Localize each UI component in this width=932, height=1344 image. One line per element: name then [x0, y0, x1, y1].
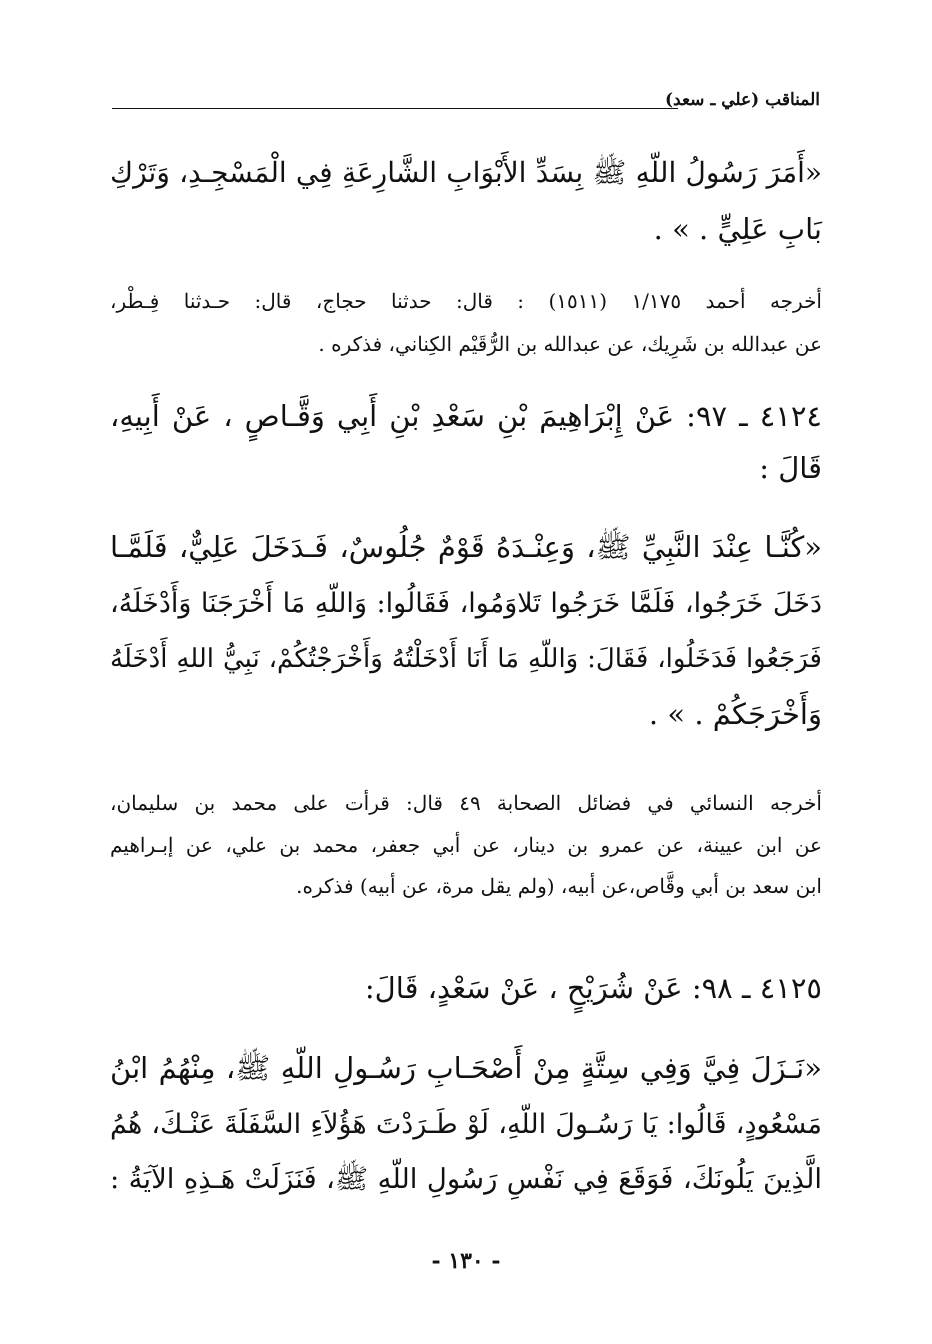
hadith-line: الَّذِينَ يَلُونَكَ، فَوَقَعَ فِي نَفْسِ رَسُولِ اللّهِ ﷺ، فَنَزَلَتْ هَـذِهِ الآيَةُ : [110, 1163, 822, 1195]
running-header-title: المناقب (علي ـ سعد) [665, 90, 820, 110]
takhrij-line: عن عبدالله بن شَرِيك، عن عبدالله بن الرُّقَيْم الكِناني، فذكره . [318, 332, 822, 356]
takhrij-line: عن ابن عيينة، عن عمرو بن دينار، عن أبي جعفر، محمد بن علي، عن إبـراهيم [110, 833, 822, 857]
hadith-line: «أَمَرَ رَسُولُ اللّهِ ﷺ بِسَدِّ الأَبْوَابِ الشَّارِعَةِ فِي الْمَسْجِـدِ، وَتَرْكِ [110, 156, 822, 189]
takhrij-line: أخرجه أحمد ١/١٧٥ (١٥١١) : قال: حدثنا حجاج، قال: حـدثنا فِـطْر، [110, 289, 822, 313]
running-header [112, 88, 820, 122]
hadith-line: وَأَخْرَجَكُمْ . » . [648, 697, 822, 731]
hadith-line: بَابِ عَلِيٍّ . » . [653, 212, 822, 246]
isnad-line: ٤١٢٤ ـ ٩٧: عَنْ إِبْرَاهِيمَ بْنِ سَعْدِ بْنِ أَبِي وَقَّـاصٍ ، عَنْ أَبِيهِ، [110, 399, 822, 433]
header-rule [112, 108, 678, 109]
takhrij-line: ابن سعد بن أبي وقَّاص،عن أبيه، (ولم يقل مرة، عن أبيه) فذكره. [296, 874, 822, 898]
hadith-line: «نَـزَلَ فِيَّ وَفِي سِتَّةٍ مِنْ أَصْحَـابِ رَسُـولِ اللّهِ ﷺ، مِنْهُمُ ابْنُ [110, 1051, 822, 1085]
hadith-line: «كُنَّـا عِنْدَ النَّبِيِّ ﷺ، وَعِنْـدَهُ قَوْمٌ جُلُوسٌ، فَـدَخَلَ عَلِيٌّ، فَلَمَّـا [110, 530, 822, 564]
page-number: - ١٣٠ - [431, 1248, 501, 1274]
hadith-line: فَرَجَعُوا فَدَخَلُوا، فَقَالَ: وَاللّهِ مَا أَنَا أَدْخَلْتُهُ وَأَخْرَجْتُكُمْ، نَبِيُّ اللهِ أَدْخَلَهُ [110, 644, 822, 674]
hadith-line: دَخَلَ خَرَجُوا، فَلَمَّا خَرَجُوا تَلاوَمُوا، فَقَالُوا: وَاللّهِ مَا أَخْرَجَنَا وَأَدْخَلَهُ، [110, 588, 822, 619]
takhrij-line: أخرجه النسائي في فضائل الصحابة ٤٩ قال: قرأت على محمد بن سليمان، [110, 791, 822, 815]
isnad-line: ٤١٢٥ ـ ٩٨: عَنْ شُرَيْحٍ ، عَنْ سَعْدٍ، قَالَ: [364, 971, 822, 1005]
isnad-line: قَالَ : [759, 451, 822, 485]
hadith-line: مَسْعُودٍ، قَالُوا: يَا رَسُـولَ اللّهِ، لَوْ طَـرَدْتَ هَؤُلاَءِ السَّفَلَةَ عَنْـكَ، هُمُ [110, 1109, 822, 1140]
